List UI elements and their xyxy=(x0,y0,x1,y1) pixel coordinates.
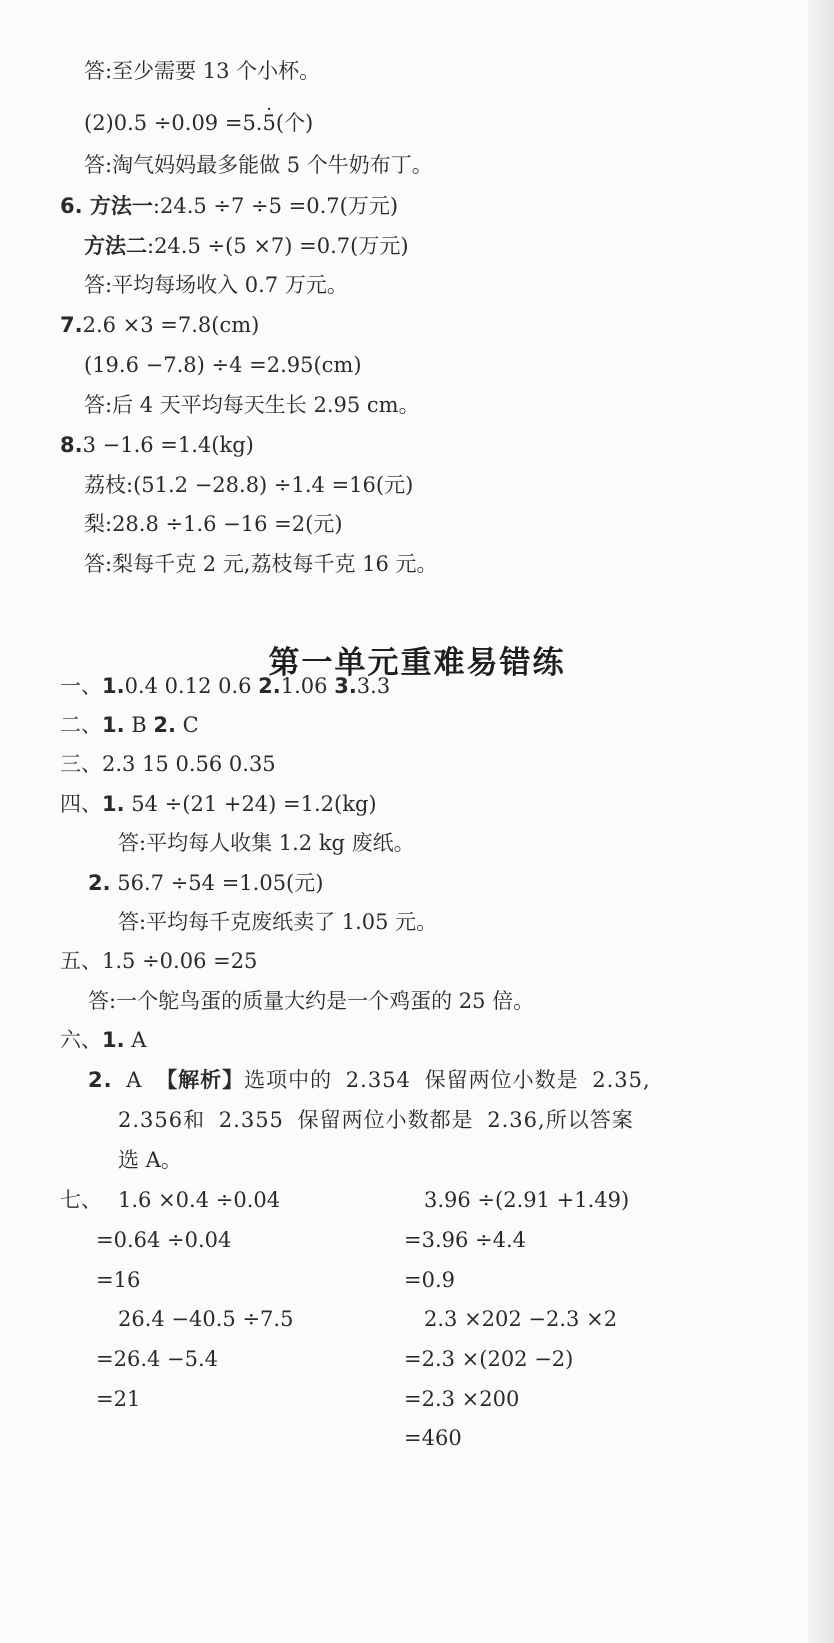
calc-text: :24.5 ÷(5 ×7) =0.7(万元) xyxy=(147,234,409,258)
question-8 xyxy=(60,432,254,458)
part-5: 五、1.5 ÷0.06 =25 xyxy=(60,949,258,973)
answer-line: 答:至少需要 13 个小杯。 xyxy=(84,59,321,83)
calc-line: 荔枝:(51.2 −28.8) ÷1.4 =16(元) xyxy=(84,473,414,497)
calc-text: 2.6 ×3 =7.8(cm) xyxy=(82,313,260,337)
answer-text: 0.4 0.12 0.6 xyxy=(124,674,259,698)
part-1 xyxy=(60,673,390,699)
calc-line xyxy=(84,233,409,259)
item-number: 2. xyxy=(153,713,176,737)
calc-line: (19.6 −7.8) ÷4 =2.95(cm) xyxy=(84,353,362,377)
calc-step: =21 xyxy=(96,1387,141,1411)
part-3: 三、2.3 15 0.56 0.35 xyxy=(60,752,276,776)
answer-line: 答:平均每千克废纸卖了 1.05 元。 xyxy=(118,910,438,934)
page-edge-shadow xyxy=(808,0,834,1643)
calc-step: =2.3 ×200 xyxy=(404,1387,520,1411)
answer-text: 3.3 xyxy=(356,674,391,698)
item-number: 1. xyxy=(102,1028,125,1052)
calc-step: 1.6 ×0.4 ÷0.04 xyxy=(118,1188,281,1212)
item-number: 2. xyxy=(258,674,281,698)
calc-line xyxy=(84,110,313,136)
method-label: 方法二 xyxy=(84,234,147,258)
explanation-text: 选项中的 2.354 保留两位小数是 2.35, xyxy=(244,1068,651,1092)
answer-text: B xyxy=(124,713,154,737)
explanation-line: 选 A。 xyxy=(118,1148,182,1172)
answer-text: C xyxy=(175,713,199,737)
explanation-line: 2.356和 2.355 保留两位小数都是 2.36,所以答案 xyxy=(118,1108,634,1132)
part-6 xyxy=(60,1027,146,1053)
item-number: 1. xyxy=(102,674,125,698)
part-label: 六、 xyxy=(60,1028,102,1052)
calc-step: =0.9 xyxy=(404,1268,455,1292)
answer-line: 答:一个鸵鸟蛋的质量大约是一个鸡蛋的 25 倍。 xyxy=(88,989,535,1013)
question-number: 7. xyxy=(60,313,83,337)
calc-text: 54 ÷(21 +24) =1.2(kg) xyxy=(124,792,377,816)
answer-line: 答:后 4 天平均每天生长 2.95 cm。 xyxy=(84,393,420,417)
answer-line: 答:淘气妈妈最多能做 5 个牛奶布丁。 xyxy=(84,153,433,177)
calc-unit: (个) xyxy=(275,111,314,135)
analysis-label: 【解析】 xyxy=(156,1068,245,1092)
answer-text: 1.06 xyxy=(280,674,335,698)
part-label: 四、 xyxy=(60,792,102,816)
calc-text: 3 −1.6 =1.4(kg) xyxy=(82,433,254,457)
calc-step: =3.96 ÷4.4 xyxy=(404,1228,527,1252)
item-number: 3. xyxy=(334,674,357,698)
calc-step: =460 xyxy=(404,1426,462,1450)
question-7 xyxy=(60,312,259,338)
part-4 xyxy=(60,791,377,817)
calc-step: 2.3 ×202 −2.3 ×2 xyxy=(424,1307,618,1331)
calc-step: =16 xyxy=(96,1268,141,1292)
repeating-digit: · 5 xyxy=(262,111,275,135)
calc-step: =26.4 −5.4 xyxy=(96,1347,219,1371)
item-number: 1. xyxy=(102,792,125,816)
answer-text: A xyxy=(112,1068,157,1092)
part-2 xyxy=(60,712,199,738)
calc-text: 56.7 ÷54 =1.05(元) xyxy=(110,871,324,895)
answer-line: 答:平均每人收集 1.2 kg 废纸。 xyxy=(118,831,415,855)
item-number: 1. xyxy=(102,713,125,737)
calc-line: 梨:28.8 ÷1.6 −16 =2(元) xyxy=(84,512,343,536)
part-label: 二、 xyxy=(60,713,102,737)
part-label: 七、 xyxy=(60,1188,102,1212)
calc-step: 26.4 −40.5 ÷7.5 xyxy=(118,1307,294,1331)
part-label: 一、 xyxy=(60,674,102,698)
calc-step: =0.64 ÷0.04 xyxy=(96,1228,232,1252)
calc-step: =2.3 ×(202 −2) xyxy=(404,1347,574,1371)
answer-line: 答:梨每千克 2 元,荔枝每千克 16 元。 xyxy=(84,552,438,576)
answer-text: A xyxy=(124,1028,147,1052)
answer-line: 答:平均每场收入 0.7 万元。 xyxy=(84,273,348,297)
explanation-line xyxy=(88,1067,651,1093)
section-title: 第一单元重难易错练 xyxy=(268,645,566,681)
calc-text: (2)0.5 ÷0.09 =5. xyxy=(84,111,263,135)
method-label: 方法一 xyxy=(82,194,153,218)
question-6 xyxy=(60,193,398,219)
calc-text: :24.5 ÷7 ÷5 =0.7(万元) xyxy=(152,194,399,218)
item-number: 2. xyxy=(88,871,111,895)
question-number: 8. xyxy=(60,433,83,457)
calc-step: 3.96 ÷(2.91 +1.49) xyxy=(424,1188,630,1212)
question-number: 6. xyxy=(60,194,83,218)
calc-line xyxy=(88,870,323,896)
item-number: 2. xyxy=(88,1068,113,1092)
